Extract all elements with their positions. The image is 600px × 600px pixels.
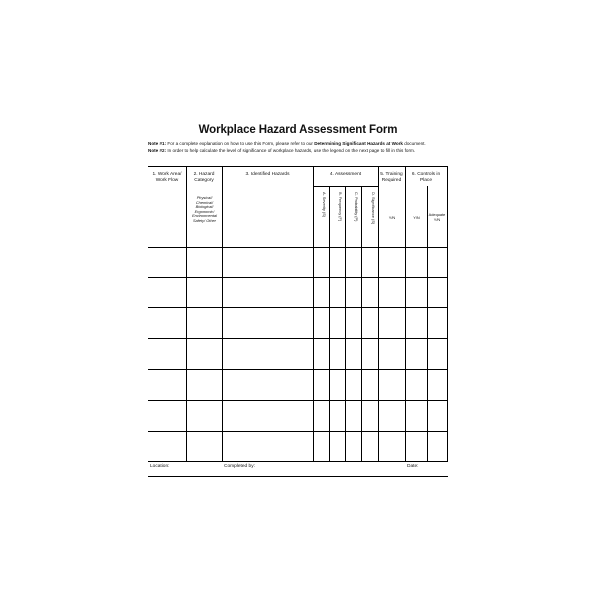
header-training-required: 5. Training Required	[380, 172, 403, 183]
table-row-divider	[148, 400, 448, 401]
controls-yn-label: Y/N	[413, 215, 420, 220]
table-bottom-border	[148, 461, 448, 462]
column-divider	[186, 166, 187, 461]
header-assessment: 4. Assessment	[329, 172, 362, 177]
column-divider	[329, 186, 330, 461]
assessment-frequency-label: B. Frequency (F)	[338, 192, 343, 222]
header-bottom-border	[148, 247, 448, 248]
note-1-doc-link: Determining Significant Hazards at Work	[314, 141, 403, 146]
header-work-area: 1. Work Area/ Work Flow	[152, 172, 182, 183]
note-1-text: For a complete explanation on how to use this Form, please refer to our	[166, 141, 315, 146]
column-divider	[222, 166, 223, 461]
column-divider	[427, 186, 428, 461]
assessment-significance-label: D. Significance (S)	[371, 192, 376, 225]
note-2-text: In order to help calculate the level of significance of workplace hazards, use the legend on the next page to fill in this form.	[166, 148, 416, 153]
note-2	[148, 148, 448, 154]
column-divider	[361, 186, 362, 461]
controls-adequate-label: Adequate Y/N	[428, 212, 446, 222]
table-top-border	[148, 166, 448, 167]
table-row-divider	[148, 277, 448, 278]
header-controls-in-place: 6. Controls in Place	[411, 172, 441, 183]
header-hazard-category: 2. Hazard Category	[193, 172, 215, 183]
table-row-divider	[148, 307, 448, 308]
completed-by-label: Completed by:	[224, 464, 255, 469]
table-row-divider	[148, 431, 448, 432]
column-divider	[345, 186, 346, 461]
note-1-suffix: document.	[402, 141, 426, 146]
note-1	[148, 141, 448, 147]
note-2-label: Note #2:	[148, 148, 167, 153]
table-row-divider	[148, 338, 448, 339]
hazard-category-options: Physical/ Chemical/ Biological/ Ergonomic/ Environmental Safety/ Other	[192, 195, 217, 223]
note-1-label: Note #1:	[148, 141, 167, 146]
date-label: Date:	[407, 464, 419, 469]
column-divider	[405, 166, 406, 461]
column-divider	[378, 166, 379, 461]
header-identified-hazards: 3. Identified Hazards	[245, 172, 290, 177]
assessment-probability-label: C. Probability (P)	[354, 192, 359, 222]
footer-bottom-border	[148, 476, 448, 477]
column-divider	[447, 166, 448, 461]
assessment-severity-label: A. Severity (S)	[322, 192, 327, 218]
form-title: Workplace Hazard Assessment Form	[198, 124, 398, 136]
location-label: Location:	[150, 464, 170, 469]
training-yn-label: Y/N	[388, 215, 396, 220]
table-row-divider	[148, 369, 448, 370]
column-divider	[313, 166, 314, 461]
